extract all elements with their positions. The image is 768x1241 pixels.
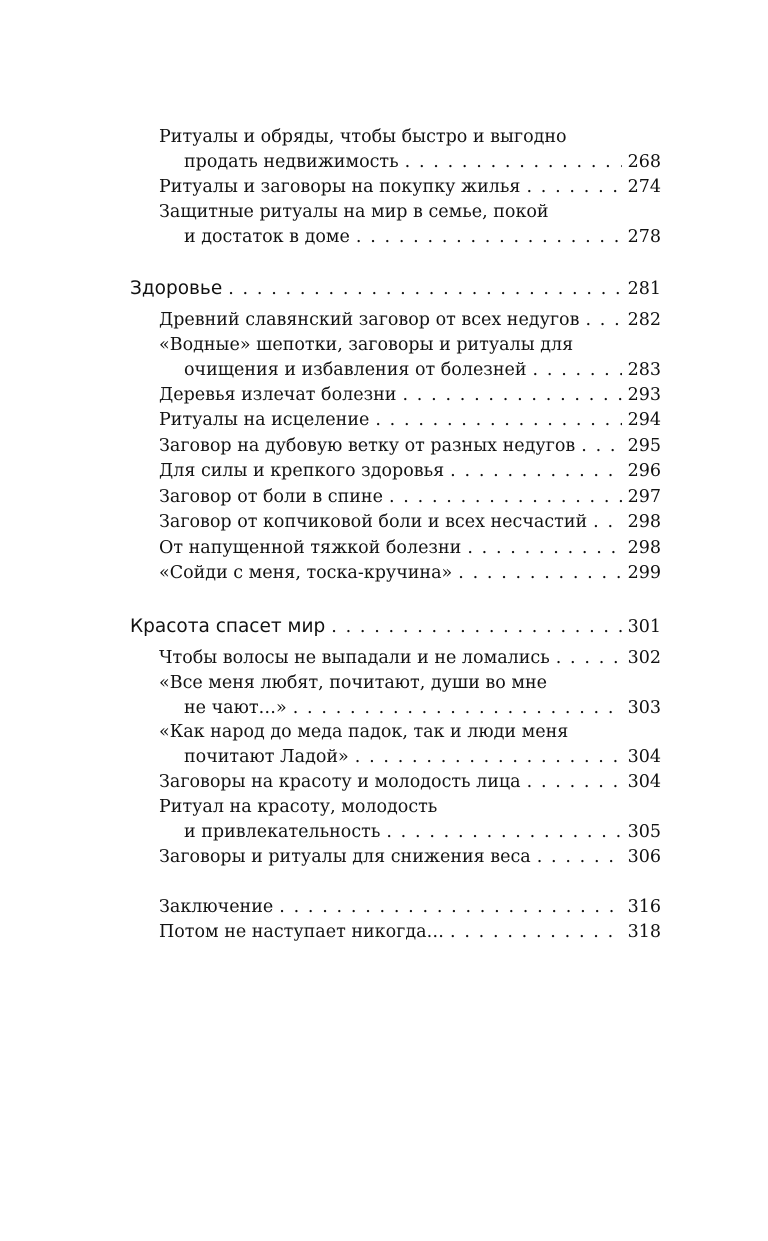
toc-entry-title: Для силы и крепкого здоровья <box>159 461 445 481</box>
dot-leader <box>386 820 621 844</box>
dot-leader <box>402 383 621 407</box>
toc-entry-title: Ритуал на красоту, молодость <box>159 797 438 817</box>
toc-page-number: 296 <box>627 461 661 481</box>
toc-entry-title: не чают…» <box>184 697 287 718</box>
dot-leader <box>527 770 622 794</box>
toc-page-number: 294 <box>627 410 661 430</box>
toc-page-number: 301 <box>627 617 661 637</box>
dot-leader <box>526 175 621 199</box>
toc-page-number: 318 <box>627 922 661 942</box>
dot-leader <box>355 745 622 769</box>
dot-leader <box>356 225 622 249</box>
toc-page-number: 295 <box>627 436 661 456</box>
dot-leader <box>293 696 622 720</box>
toc-entry-title: Ритуалы и заговоры на покупку жилья <box>159 177 521 197</box>
toc-page-number: 302 <box>627 648 661 668</box>
toc-entry-title: и достаток в доме <box>184 226 350 247</box>
dot-leader <box>585 308 621 332</box>
toc-page-number: 305 <box>627 821 661 842</box>
toc-entry-title: Заговор на дубовую ветку от разных недугов <box>159 436 576 456</box>
dot-leader <box>458 561 621 585</box>
toc-entry-title: «Водные» шепотки, заговоры и ритуалы для <box>159 335 574 355</box>
toc-entry-title: Древний славянский заговор от всех недугов <box>159 310 580 330</box>
toc-page-number: 274 <box>627 177 661 197</box>
toc-entry-title: Заключение <box>159 897 274 917</box>
dot-leader <box>389 485 622 509</box>
toc-page-number: 278 <box>627 226 661 247</box>
toc-entry-title: Защитные ритуалы на мир в семье, покой <box>159 202 549 222</box>
toc-page-number: 281 <box>627 279 661 299</box>
dot-leader <box>331 615 621 639</box>
toc-entry-title: почитают Ладой» <box>184 746 349 767</box>
dot-leader <box>556 646 622 670</box>
toc-section-title: Красота спасет мир <box>130 616 326 637</box>
toc-page-number: 268 <box>627 151 661 172</box>
toc-entry-title: Ритуалы и обряды, чтобы быстро и выгодно <box>159 127 567 147</box>
toc-page-number: 304 <box>627 746 661 767</box>
toc-page-number: 298 <box>627 512 661 532</box>
dot-leader <box>405 150 622 174</box>
toc-entry-title: Чтобы волосы не выпадали и не ломались <box>159 648 550 668</box>
toc-page-number: 306 <box>627 847 661 867</box>
dot-leader <box>228 277 621 301</box>
toc-entry-title: «Как народ до меда падок, так и люди меня <box>159 722 569 742</box>
toc-page-number: 282 <box>627 310 661 330</box>
toc-entry-title: Потом не наступает никогда… <box>159 922 445 942</box>
toc-entry-title: Заговор от копчиковой боли и всех несчастий <box>159 512 588 532</box>
toc-entry-title: Заговоры на красоту и молодость лица <box>159 772 521 792</box>
dot-leader <box>533 358 622 382</box>
toc-entry-title: и привлекательность <box>184 821 381 842</box>
dot-leader <box>375 408 621 432</box>
toc-entry-title: Ритуалы на исцеление <box>159 410 370 430</box>
dot-leader <box>467 536 621 560</box>
toc-page-number: 303 <box>627 697 661 718</box>
toc-page-number: 283 <box>627 359 661 380</box>
toc-entry-title: Деревья излечат болезни <box>159 385 397 405</box>
toc-page-number: 304 <box>627 772 661 792</box>
toc-page-number: 298 <box>627 538 661 558</box>
toc-section-title: Здоровье <box>130 278 223 299</box>
toc-entry-title: очищения и избавления от болезней <box>184 359 527 380</box>
toc-page-number: 316 <box>627 897 661 917</box>
dot-leader <box>537 845 622 869</box>
toc-entry-title: «Все меня любят, почитают, души во мне <box>159 673 547 693</box>
toc-entry-title: От напущенной тяжкой болезни <box>159 538 462 558</box>
toc-page-number: 297 <box>627 487 661 507</box>
toc-entry-title: продать недвижимость <box>184 151 399 172</box>
toc-entry-title: Заговоры и ритуалы для снижения веса <box>159 847 531 867</box>
dot-leader <box>450 920 622 944</box>
dot-leader <box>581 434 621 458</box>
dot-leader <box>450 459 621 483</box>
toc-page-number: 293 <box>627 385 661 405</box>
dot-leader <box>593 510 621 534</box>
toc-entry-title: «Сойди с меня, тоска-кручина» <box>159 563 453 583</box>
toc-entry-title: Заговор от боли в спине <box>159 487 383 507</box>
toc-page-number: 299 <box>627 563 661 583</box>
dot-leader <box>279 895 621 919</box>
